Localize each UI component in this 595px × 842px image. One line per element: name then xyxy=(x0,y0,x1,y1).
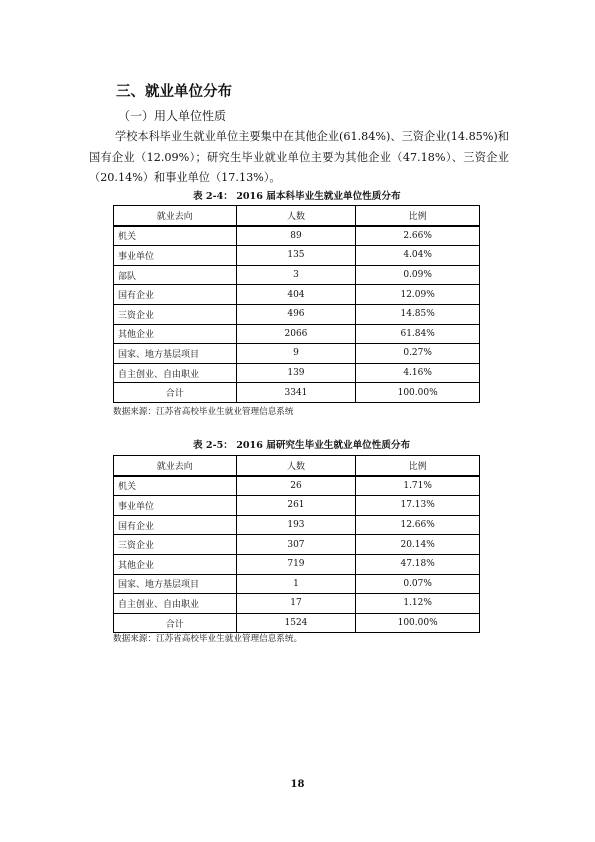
table-caption: 表 2-4： 2016 届本科毕业生就业单位性质分布 xyxy=(193,191,401,202)
percent-cell: 14.85% xyxy=(356,304,480,324)
percent-cell: 12.09% xyxy=(356,285,480,305)
table-row xyxy=(114,476,480,496)
table-header-row xyxy=(114,456,480,476)
table-total-row xyxy=(114,383,480,403)
category-cell: 三资企业 xyxy=(114,535,237,555)
count-cell: 89 xyxy=(236,226,356,246)
table-header-row xyxy=(114,206,480,226)
table-row xyxy=(114,265,480,285)
category-cell: 国家、地方基层项目 xyxy=(114,344,237,364)
percent-cell: 0.27% xyxy=(356,344,480,364)
category-cell: 部队 xyxy=(114,265,237,285)
total-cell: 100.00% xyxy=(356,613,480,633)
count-cell: 26 xyxy=(236,476,356,496)
count-cell: 135 xyxy=(236,246,356,266)
percent-cell: 61.84% xyxy=(356,324,480,344)
table-row xyxy=(114,324,480,344)
data-source-note: 数据来源：江苏省高校毕业生就业管理信息系统。 xyxy=(113,634,303,644)
column-header: 比例 xyxy=(356,206,480,226)
table-row xyxy=(114,496,480,516)
total-cell: 1524 xyxy=(236,613,356,633)
table-row xyxy=(114,535,480,555)
percent-cell: 0.07% xyxy=(356,574,480,594)
undergraduate-employer-table xyxy=(113,205,480,403)
percent-cell: 1.12% xyxy=(356,594,480,614)
table-row xyxy=(114,594,480,614)
percent-cell: 20.14% xyxy=(356,535,480,555)
category-cell: 三资企业 xyxy=(114,304,237,324)
category-cell: 其他企业 xyxy=(114,554,237,574)
table-row xyxy=(114,226,480,246)
percent-cell: 1.71% xyxy=(356,476,480,496)
percent-cell: 4.16% xyxy=(356,363,480,383)
table-row xyxy=(114,344,480,364)
table-row xyxy=(114,363,480,383)
total-cell: 3341 xyxy=(236,383,356,403)
category-cell: 机关 xyxy=(114,226,237,246)
category-cell: 自主创业、自由职业 xyxy=(114,363,237,383)
column-header: 人数 xyxy=(236,456,356,476)
table-total-row xyxy=(114,613,480,633)
category-cell: 事业单位 xyxy=(114,246,237,266)
table-row xyxy=(114,285,480,305)
percent-cell: 17.13% xyxy=(356,496,480,516)
table-row xyxy=(114,554,480,574)
total-cell: 100.00% xyxy=(356,383,480,403)
count-cell: 719 xyxy=(236,554,356,574)
count-cell: 1 xyxy=(236,574,356,594)
count-cell: 2066 xyxy=(236,324,356,344)
total-cell: 合计 xyxy=(114,613,237,633)
column-header: 就业去向 xyxy=(114,456,237,476)
count-cell: 9 xyxy=(236,344,356,364)
count-cell: 17 xyxy=(236,594,356,614)
count-cell: 307 xyxy=(236,535,356,555)
data-source-note: 数据来源：江苏省高校毕业生就业管理信息系统 xyxy=(113,407,294,417)
count-cell: 496 xyxy=(236,304,356,324)
percent-cell: 4.04% xyxy=(356,246,480,266)
page-number: 18 xyxy=(290,779,305,790)
count-cell: 261 xyxy=(236,496,356,516)
column-header: 比例 xyxy=(356,456,480,476)
column-header: 人数 xyxy=(236,206,356,226)
total-cell: 合计 xyxy=(114,383,237,403)
count-cell: 193 xyxy=(236,515,356,535)
percent-cell: 12.66% xyxy=(356,515,480,535)
section-heading: 三、就业单位分布 xyxy=(116,83,232,100)
category-cell: 国有企业 xyxy=(114,285,237,305)
count-cell: 139 xyxy=(236,363,356,383)
category-cell: 事业单位 xyxy=(114,496,237,516)
sub-heading: （一）用人单位性质 xyxy=(118,109,227,123)
percent-cell: 0.09% xyxy=(356,265,480,285)
column-header: 就业去向 xyxy=(114,206,237,226)
percent-cell: 47.18% xyxy=(356,554,480,574)
table-caption: 表 2-5： 2016 届研究生毕业生就业单位性质分布 xyxy=(193,440,411,451)
table-row xyxy=(114,304,480,324)
percent-cell: 2.66% xyxy=(356,226,480,246)
table-row xyxy=(114,574,480,594)
graduate-employer-table xyxy=(113,455,480,633)
count-cell: 3 xyxy=(236,265,356,285)
category-cell: 国家、地方基层项目 xyxy=(114,574,237,594)
category-cell: 自主创业、自由职业 xyxy=(114,594,237,614)
category-cell: 其他企业 xyxy=(114,324,237,344)
count-cell: 404 xyxy=(236,285,356,305)
body-paragraph: 学校本科毕业生就业单位主要集中在其他企业(61.84%)、三资企业(14.85%)和国有企业（12.09%）；研究生毕业就业单位主要为其他企业（47.18%）、三资企业（20.14%）和事业单位（17.13%）。 xyxy=(89,130,509,184)
table-row xyxy=(114,515,480,535)
table-row xyxy=(114,246,480,266)
category-cell: 国有企业 xyxy=(114,515,237,535)
category-cell: 机关 xyxy=(114,476,237,496)
